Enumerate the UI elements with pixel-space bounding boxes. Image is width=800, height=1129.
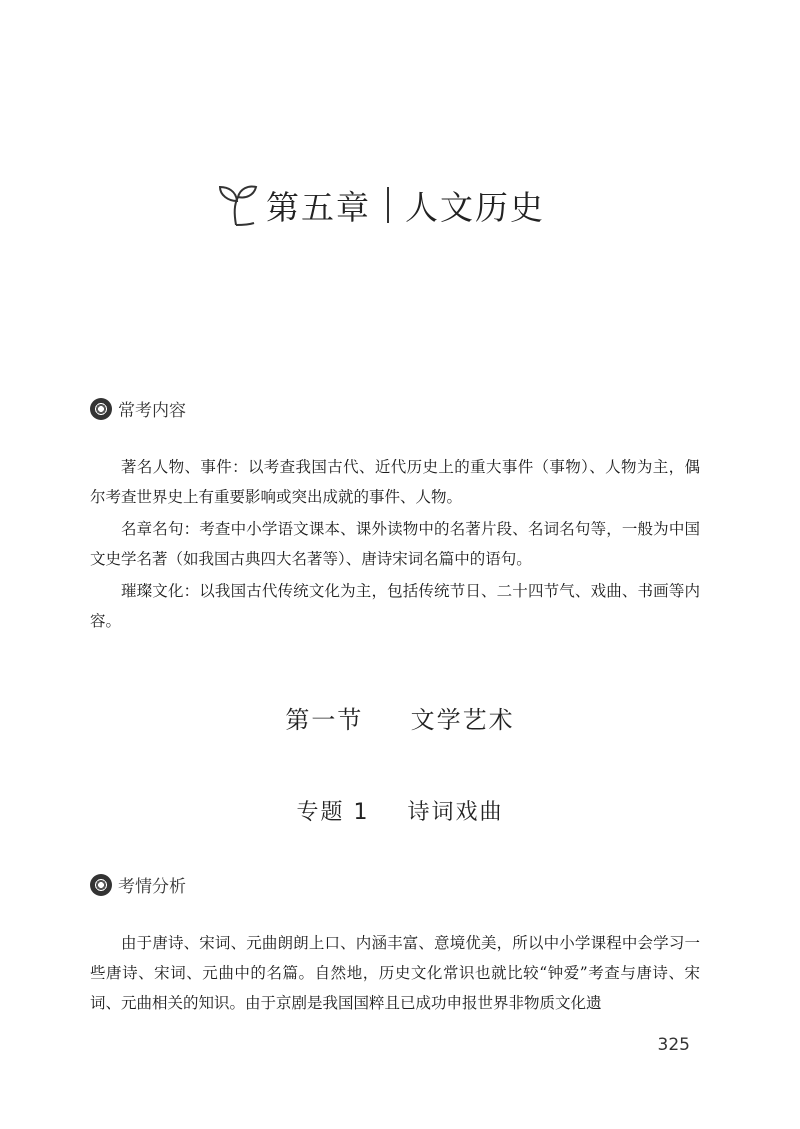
- exam-content-heading: [90, 396, 186, 421]
- section-number: 第一节: [285, 706, 364, 734]
- exam-content-paragraph-3: 璀璨文化：以我国古代传统文化为主，包括传统节日、二十四节气、戏曲、书画等内容。: [90, 582, 700, 630]
- analysis-paragraph: 由于唐诗、宋词、元曲朗朗上口、内涵丰富、意境优美，所以中小学课程中会学习一些唐诗、宋词、元曲中的名篇。自然地，历史文化常识也就比较“钟爱”考查与唐诗、宋词、元曲相关的知识。由于京剧是我国国粹且已成功申报世界非物质文化遗: [90, 934, 700, 1012]
- badge-icon: [90, 874, 112, 896]
- exam-content-paragraph-2: 名章名句：考查中小学语文课本、课外读物中的名著片段、名词名句等，一般为中国文史学名著（如我国古典四大名著等）、唐诗宋词名篇中的语句。: [90, 520, 700, 568]
- exam-content-paragraph-1: 著名人物、事件：以考查我国古代、近代历史上的重大事件（事物）、人物为主，偶尔考查世界史上有重要影响或突出成就的事件、人物。: [90, 458, 700, 506]
- topic-heading: [0, 795, 800, 826]
- exam-content-heading-label: 常考内容: [118, 401, 186, 421]
- topic-number: 专题 1: [296, 800, 370, 825]
- section-title: 文学艺术: [410, 706, 515, 734]
- section-heading: [0, 700, 800, 735]
- analysis-heading: [90, 872, 186, 897]
- page-number: 325: [657, 1035, 690, 1055]
- chapter-number: 第五章: [266, 187, 371, 227]
- analysis-heading-label: 考情分析: [118, 877, 186, 897]
- topic-title: 诗词戏曲: [407, 800, 504, 825]
- sprout-icon: [210, 179, 262, 231]
- chapter-divider: [387, 187, 389, 223]
- chapter-title: 人文历史: [405, 187, 545, 227]
- chapter-heading: [210, 170, 545, 240]
- badge-icon: [90, 398, 112, 420]
